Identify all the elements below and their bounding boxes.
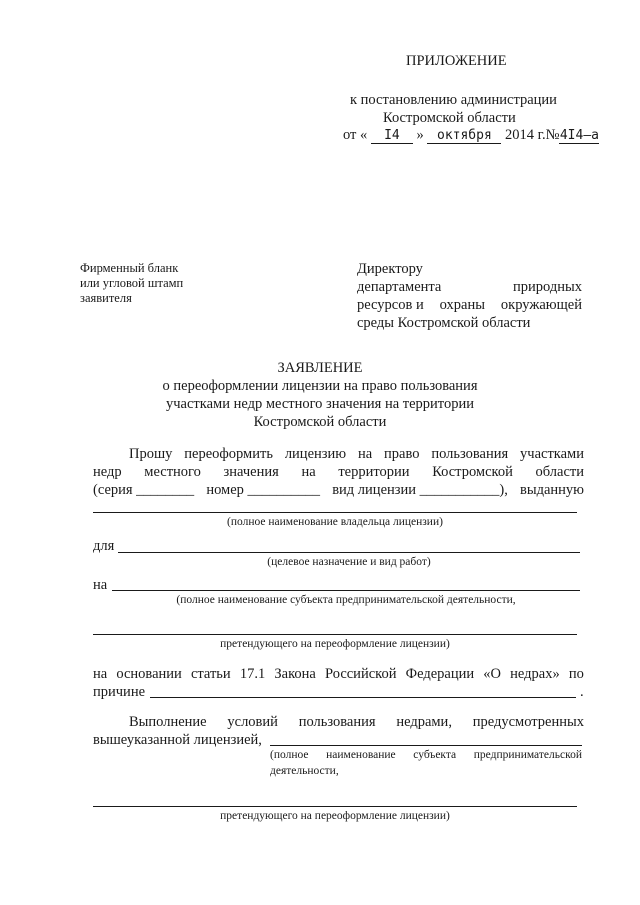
word: «О	[483, 666, 501, 682]
word: недрами,	[396, 714, 452, 730]
applicant-fill-line	[93, 634, 577, 635]
word: на	[93, 666, 108, 682]
addressee-word: охраны	[439, 297, 485, 313]
for-label: для	[93, 538, 115, 554]
caption-entity2-line-1	[270, 748, 582, 763]
word: Выполнение	[129, 714, 207, 730]
to-label: на	[93, 577, 108, 593]
date-number: 4I4–а	[559, 128, 599, 143]
word: предусмотренных	[472, 714, 584, 730]
date-mid: »	[416, 127, 424, 143]
word: на	[357, 446, 373, 462]
word: недр	[93, 464, 122, 480]
date-month: октября	[427, 128, 501, 144]
body-p1-line-3	[93, 481, 584, 499]
caption-owner: (полное наименование владельца лицензии)	[227, 516, 443, 528]
caption-entity2-line-2: деятельности,	[270, 765, 339, 777]
number-field: номер __________	[206, 482, 321, 498]
letterhead-line-3: заявителя	[80, 291, 132, 305]
body-p2-line-1	[129, 713, 584, 731]
addressee-word: департамента	[357, 279, 442, 295]
word: статьи	[190, 666, 231, 682]
word: переоформить	[184, 446, 273, 462]
word: недрах»	[510, 666, 560, 682]
caption-entity: (полное наименование субъекта предпринимательской деятельности,	[176, 594, 516, 606]
reason-label: причине	[93, 684, 146, 700]
appendix-title: ПРИЛОЖЕНИЕ	[406, 53, 507, 69]
word: Российской	[325, 666, 397, 682]
date-prefix: от «	[343, 127, 368, 143]
word: по	[568, 666, 584, 682]
word: участками	[520, 446, 584, 462]
word: основании	[116, 666, 182, 682]
word: лицензию	[284, 446, 347, 462]
letterhead-line-1: Фирменный бланк	[80, 261, 179, 275]
word: Закона	[274, 666, 316, 682]
word: пользования	[431, 446, 509, 462]
body-p2-line-2: вышеуказанной лицензией,	[93, 732, 262, 748]
body-p1-line-1	[129, 445, 584, 463]
addressee-line-3	[357, 296, 582, 314]
word: условий	[227, 714, 278, 730]
basis-line-1	[93, 665, 584, 683]
owner-fill-line	[93, 512, 577, 513]
license-type-field: вид лицензии ___________),	[332, 482, 508, 498]
word: местного	[144, 464, 201, 480]
caption-purpose: (целевое назначение и вид работ)	[267, 556, 431, 568]
entity2-fill-line	[270, 745, 582, 746]
word: территории	[338, 464, 410, 480]
letterhead-line-2: или угловой штамп	[80, 276, 184, 290]
addressee-word: окружающей	[500, 297, 582, 313]
word: Федерации	[405, 666, 475, 682]
decree-line-2: Костромской области	[383, 110, 516, 126]
word: пользования	[298, 714, 376, 730]
decree-line-1: к постановлению администрации	[350, 92, 557, 108]
caption-applicant2: претендующего на переоформление лицензии)	[220, 810, 450, 822]
applicant2-fill-line	[93, 806, 577, 807]
word: 17.1	[239, 666, 266, 682]
word: наименование	[326, 749, 396, 761]
word: субъекта	[413, 749, 457, 761]
word: Костромской	[432, 464, 513, 480]
document-subtitle-2: участками недр местного значения на территории	[166, 396, 474, 412]
date-year: 2014 г.№	[505, 127, 560, 143]
word: Прошу	[129, 446, 173, 462]
document-subtitle-3: Костромской области	[253, 414, 387, 430]
word: на	[301, 464, 316, 480]
addressee-line-1: Директору	[357, 261, 423, 277]
word: предпринимательской	[473, 749, 582, 761]
reason-end: .	[580, 684, 584, 700]
word: значения	[223, 464, 279, 480]
document-subtitle-1: о переоформлении лицензии на право пользования	[162, 378, 478, 394]
date-day: I4	[371, 128, 413, 144]
addressee-line-2	[357, 278, 582, 296]
reason-fill-line	[150, 697, 576, 698]
entity-fill-line	[112, 590, 580, 591]
decree-date	[343, 126, 599, 144]
document-title: ЗАЯВЛЕНИЕ	[277, 360, 363, 376]
caption-applicant: претендующего на переоформление лицензии)	[220, 638, 450, 650]
series-field: (серия ________	[93, 482, 195, 498]
addressee-word: природных	[513, 279, 582, 295]
purpose-fill-line	[118, 552, 580, 553]
word: право	[384, 446, 420, 462]
body-p1-line-2	[93, 463, 584, 481]
word: (полное	[270, 749, 309, 761]
word: области	[535, 464, 584, 480]
addressee-word: ресурсов и	[357, 297, 424, 313]
issued-word: выданную	[519, 482, 584, 498]
addressee-line-4: среды Костромской области	[357, 315, 531, 331]
